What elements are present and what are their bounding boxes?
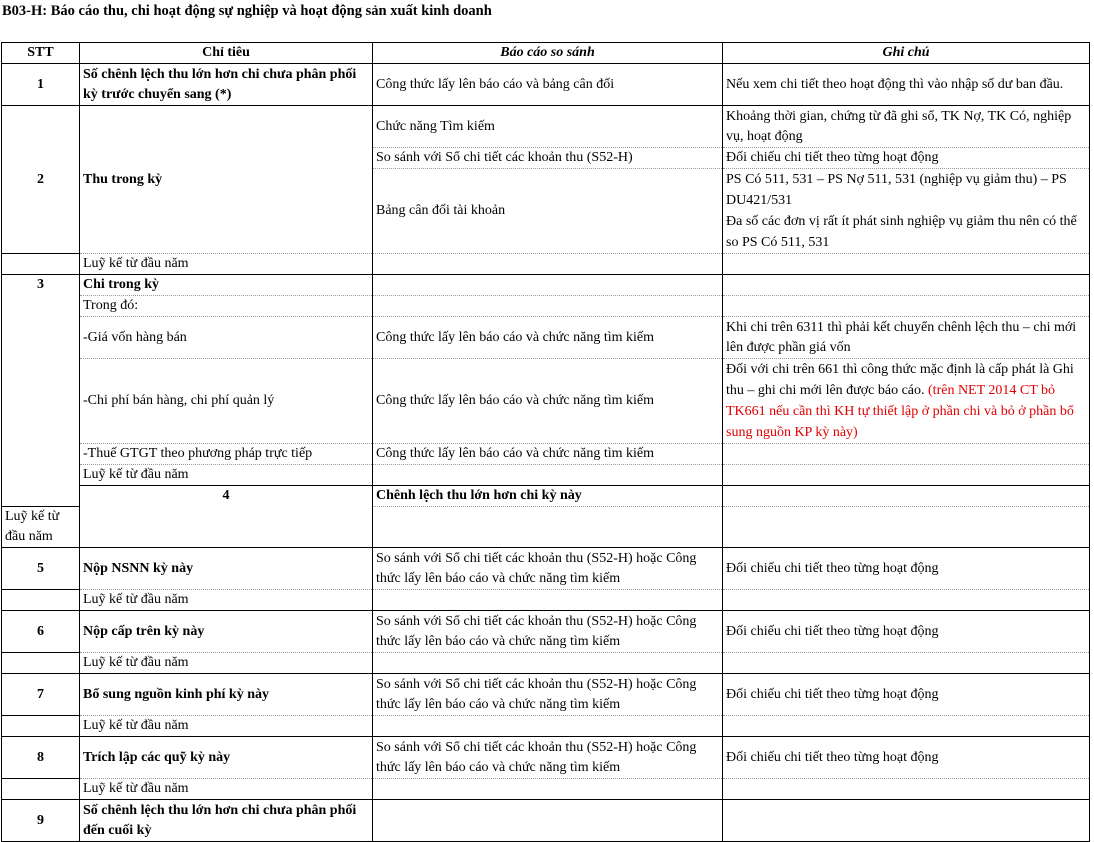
table-row <box>2 716 1090 737</box>
luy-ke-cell: Luỹ kế từ đầu năm <box>80 590 373 611</box>
ghi-chu-cell <box>723 465 1090 486</box>
stt-cell: 4 <box>80 486 373 548</box>
ghi-chu-cell: Đối chiếu chi tiết theo từng hoạt động <box>723 148 1090 169</box>
stt-cell <box>2 590 80 611</box>
ghi-chu-note-red: (trên NET 2014 CT bỏ TK661 nếu cần thì KH tự thiết lập ở phần chi và bỏ ở phần bổ sung nguồn KP kỳ này) <box>726 383 1074 440</box>
bao-cao-cell <box>373 296 723 317</box>
chi-tieu-cell: Số chênh lệch thu lớn hơn chi chưa phân phối đến cuối kỳ <box>80 800 373 842</box>
stt-cell: 5 <box>2 548 80 590</box>
table-row <box>2 590 1090 611</box>
stt-cell <box>2 653 80 674</box>
table-row <box>2 359 1090 444</box>
chi-tieu-cell: Số chênh lệch thu lớn hơn chi chưa phân phối kỳ trước chuyển sang (*) <box>80 64 373 106</box>
chi-tieu-cell: Chênh lệch thu lớn hơn chi kỳ này <box>373 486 723 507</box>
chi-tieu-cell: Nộp cấp trên kỳ này <box>80 611 373 653</box>
chi-tieu-cell: Nộp NSNN kỳ này <box>80 548 373 590</box>
header-stt: STT <box>2 43 80 64</box>
bao-cao-cell: Công thức lấy lên báo cáo và chức năng tìm kiếm <box>373 359 723 444</box>
ghi-chu-cell: Đối chiếu chi tiết theo từng hoạt động <box>723 737 1090 779</box>
chi-tieu-cell: -Chi phí bán hàng, chi phí quản lý <box>80 359 373 444</box>
table-row <box>2 254 1090 275</box>
table-row <box>2 317 1090 359</box>
table-row <box>2 611 1090 653</box>
luy-ke-cell: Luỹ kế từ đầu năm <box>80 254 373 275</box>
ghi-chu-cell: Đối chiếu chi tiết theo từng hoạt động <box>723 611 1090 653</box>
table-row <box>2 486 1090 507</box>
ghi-chu-cell <box>723 653 1090 674</box>
chi-tieu-cell: Bổ sung nguồn kinh phí kỳ này <box>80 674 373 716</box>
header-ghi-chu: Ghi chú <box>723 43 1090 64</box>
chi-tieu-cell: Thu trong kỳ <box>80 106 373 254</box>
ghi-chu-cell <box>723 275 1090 296</box>
stt-cell: 2 <box>2 106 80 254</box>
chi-tieu-cell: Chi trong kỳ <box>80 275 373 296</box>
table-row <box>2 779 1090 800</box>
luy-ke-cell: Luỹ kế từ đầu năm <box>2 507 80 548</box>
table-row <box>2 737 1090 779</box>
ghi-chu-cell <box>723 359 1090 444</box>
chi-tieu-cell: Trích lập các quỹ kỳ này <box>80 737 373 779</box>
bao-cao-cell <box>723 486 1090 507</box>
table-row <box>2 296 1090 317</box>
table-row <box>2 444 1090 465</box>
chi-tieu-cell: -Giá vốn hàng bán <box>80 317 373 359</box>
page-title: B03-H: Báo cáo thu, chi hoạt động sự nghiệp và hoạt động sản xuất kinh doanh <box>2 3 492 19</box>
bao-cao-cell: So sánh với Sổ chi tiết các khoản thu (S52-H) hoặc Công thức lấy lên báo cáo và chức năng tìm kiếm <box>373 548 723 590</box>
luy-ke-cell: Luỹ kế từ đầu năm <box>80 653 373 674</box>
ghi-chu-cell: Đối chiếu chi tiết theo từng hoạt động <box>723 674 1090 716</box>
stt-cell: 3 <box>2 275 80 507</box>
bao-cao-cell: So sánh với Sổ chi tiết các khoản thu (S52-H) <box>373 148 723 169</box>
table-row <box>2 64 1090 106</box>
bao-cao-cell: So sánh với Sổ chi tiết các khoản thu (S52-H) hoặc Công thức lấy lên báo cáo và chức năng tìm kiếm <box>373 611 723 653</box>
bao-cao-cell: So sánh với Sổ chi tiết các khoản thu (S52-H) hoặc Công thức lấy lên báo cáo và chức năng tìm kiếm <box>373 737 723 779</box>
bao-cao-cell: Công thức lấy lên báo cáo và bảng cân đối <box>373 64 723 106</box>
report-table <box>1 42 1090 842</box>
header-bao-cao: Báo cáo so sánh <box>373 43 723 64</box>
ghi-chu-cell <box>723 507 1090 548</box>
table-row <box>2 548 1090 590</box>
bao-cao-cell <box>373 716 723 737</box>
stt-cell: 1 <box>2 64 80 106</box>
ghi-chu-cell <box>723 716 1090 737</box>
ghi-chu-cell: Khoảng thời gian, chứng từ đã ghi sổ, TK Nợ, TK Có, nghiệp vụ, hoạt động <box>723 106 1090 148</box>
ghi-chu-text: Đối với chi trên 661 thì công thức mặc định là cấp phát là Ghi thu – ghi chi mới lên được báo cáo. <box>726 362 1074 398</box>
table-row <box>2 106 1090 148</box>
stt-cell <box>2 254 80 275</box>
ghi-chu-cell: Đối chiếu chi tiết theo từng hoạt động <box>723 548 1090 590</box>
ghi-chu-cell: Nếu xem chi tiết theo hoạt động thì vào nhập số dư ban đầu. <box>723 64 1090 106</box>
bao-cao-cell <box>373 275 723 296</box>
ghi-chu-line: Đa số các đơn vị rất ít phát sinh nghiệp vụ giảm thu nên có thể so PS Có 511, 531 <box>726 214 1077 250</box>
bao-cao-cell <box>373 254 723 275</box>
bao-cao-cell: Công thức lấy lên báo cáo và chức năng tìm kiếm <box>373 317 723 359</box>
bao-cao-cell <box>373 507 723 548</box>
stt-cell: 9 <box>2 800 80 842</box>
ghi-chu-cell: Khi chi trên 6311 thì phải kết chuyển chênh lệch thu – chi mới lên được phần giá vốn <box>723 317 1090 359</box>
ghi-chu-cell <box>723 296 1090 317</box>
ghi-chu-cell <box>723 779 1090 800</box>
bao-cao-cell <box>373 800 723 842</box>
chi-tieu-cell: -Thuế GTGT theo phương pháp trực tiếp <box>80 444 373 465</box>
table-row <box>2 800 1090 842</box>
table-row <box>2 465 1090 486</box>
luy-ke-cell: Luỹ kế từ đầu năm <box>80 779 373 800</box>
stt-cell <box>2 779 80 800</box>
chi-tieu-cell: Trong đó: <box>80 296 373 317</box>
bao-cao-cell <box>373 653 723 674</box>
table-row <box>2 653 1090 674</box>
stt-cell: 7 <box>2 674 80 716</box>
table-row <box>2 674 1090 716</box>
bao-cao-cell: Bảng cân đối tài khoản <box>373 169 723 254</box>
ghi-chu-cell <box>723 444 1090 465</box>
luy-ke-cell: Luỹ kế từ đầu năm <box>80 465 373 486</box>
bao-cao-cell <box>373 590 723 611</box>
table-row <box>2 275 1090 296</box>
bao-cao-cell: So sánh với Sổ chi tiết các khoản thu (S52-H) hoặc Công thức lấy lên báo cáo và chức năng tìm kiếm <box>373 674 723 716</box>
header-chi-tieu: Chỉ tiêu <box>80 43 373 64</box>
stt-cell <box>2 716 80 737</box>
bao-cao-cell: Công thức lấy lên báo cáo và chức năng tìm kiếm <box>373 444 723 465</box>
bao-cao-cell: Chức năng Tìm kiếm <box>373 106 723 148</box>
bao-cao-cell <box>373 465 723 486</box>
ghi-chu-cell <box>723 800 1090 842</box>
stt-cell: 8 <box>2 737 80 779</box>
ghi-chu-cell <box>723 590 1090 611</box>
table-header <box>2 43 1090 64</box>
bao-cao-cell <box>373 779 723 800</box>
ghi-chu-cell <box>723 254 1090 275</box>
luy-ke-cell: Luỹ kế từ đầu năm <box>80 716 373 737</box>
stt-cell: 6 <box>2 611 80 653</box>
ghi-chu-line: PS Có 511, 531 – PS Nợ 511, 531 (nghiệp vụ giảm thu) – PS DU421/531 <box>726 172 1067 208</box>
ghi-chu-cell <box>723 169 1090 254</box>
